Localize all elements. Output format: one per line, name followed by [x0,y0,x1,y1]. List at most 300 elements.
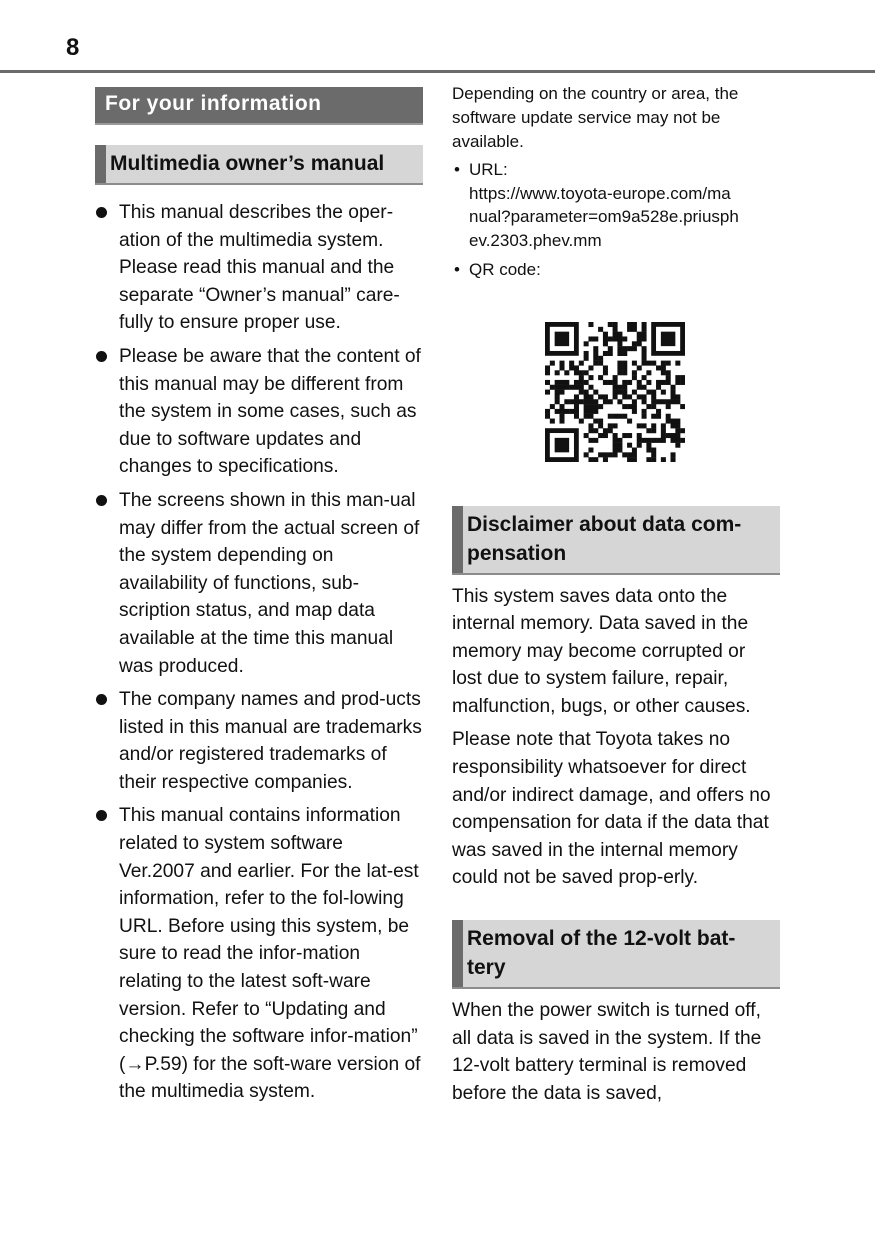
qr-module [651,404,656,409]
qr-module [642,375,647,380]
qr-module [675,379,680,384]
qr-module [632,326,637,331]
qr-module [579,389,584,394]
qr-module [579,418,584,423]
qr-module [564,384,569,389]
qr-module [569,384,574,389]
qr-finder-pattern [555,437,569,451]
qr-module [559,365,564,370]
qr-module [627,457,632,462]
qr-module [617,346,622,351]
bullet-text: This manual describes the oper-ation of the multimedia system. Please read this manual and the separate “Owner’s manual” care-fully to ensure proper use. [119,202,400,334]
link-list [452,158,780,282]
qr-module [632,452,637,457]
qr-module [550,360,555,365]
qr-module [666,375,671,380]
qr-module [584,379,589,384]
qr-module [574,408,579,413]
qr-module [651,447,656,452]
qr-module [598,404,603,409]
section-title: For your information [95,87,423,125]
qr-module [632,399,637,404]
qr-module [632,404,637,409]
qr-module [550,384,555,389]
qr-module [642,355,647,360]
qr-module [588,394,593,399]
url-label: URL: [469,160,508,179]
qr-module [661,423,666,428]
qr-module [608,322,613,327]
qr-module [598,433,603,438]
qr-module [574,394,579,399]
qr-module [661,370,666,375]
qr-module [564,370,569,375]
qr-module [680,379,685,384]
qr-module [666,370,671,375]
qr-module [642,336,647,341]
qr-module [637,341,642,346]
qr-module [622,384,627,389]
qr-module [666,413,671,418]
qr-module [642,360,647,365]
list-item [95,686,423,796]
small-bullet-icon: • [454,160,460,179]
qr-module [588,365,593,370]
qr-code-image[interactable] [545,322,685,462]
qr-module [588,457,593,462]
qr-module [646,404,651,409]
qr-module [661,365,666,370]
qr-module [593,457,598,462]
qr-module [637,331,642,336]
qr-module [675,433,680,438]
heading-accent-bar [452,920,463,987]
qr-module [622,350,627,355]
qr-module [637,336,642,341]
qr-module [632,375,637,380]
qr-module [593,404,598,409]
qr-module [603,365,608,370]
qr-module [642,408,647,413]
qr-module [608,452,613,457]
bullet-text: Please be aware that the content of this manual may be different from the system in some cases, such as due to software updates and changes to specifications. [119,345,421,478]
qr-module [622,365,627,370]
qr-module [617,384,622,389]
qr-module [651,413,656,418]
qr-module [680,437,685,442]
qr-module [671,437,676,442]
qr-module [651,452,656,457]
qr-code-icon [545,322,685,462]
qr-module [651,428,656,433]
qr-module [627,322,632,327]
qr-module [545,379,550,384]
qr-module [559,384,564,389]
qr-module [622,370,627,375]
qr-module [569,360,574,365]
qr-module [613,384,618,389]
qr-module [574,370,579,375]
qr-module [584,433,589,438]
qr-module [617,413,622,418]
qr-module [588,336,593,341]
qr-module [579,384,584,389]
qr-module [617,437,622,442]
qr-module [671,384,676,389]
qr-module [622,413,627,418]
qr-module [603,336,608,341]
qr-module [613,389,618,394]
qr-module [559,404,564,409]
qr-module [555,389,560,394]
qr-module [666,433,671,438]
qr-module [559,360,564,365]
qr-module [603,452,608,457]
subsection-heading [95,145,423,185]
bullet-icon [96,207,107,218]
bullet-icon [96,495,107,506]
qr-module [613,331,618,336]
qr-module [555,408,560,413]
qr-module [584,389,589,394]
qr-module [603,399,608,404]
qr-module [598,423,603,428]
qr-module [627,394,632,399]
qr-module [651,457,656,462]
qr-module [671,394,676,399]
qr-module [622,360,627,365]
qr-module [617,442,622,447]
qr-module [593,399,598,404]
qr-module [637,433,642,438]
qr-module [550,404,555,409]
qr-module [637,379,642,384]
bullet-text: The company names and prod-ucts listed in this manual are trademarks and/or registered trademarks of their respective companies. [119,689,422,793]
qr-module [588,375,593,380]
qr-module [666,399,671,404]
qr-module [569,399,574,404]
qr-module [661,399,666,404]
qr-module [646,360,651,365]
qr-module [617,447,622,452]
qr-finder-pattern [555,331,569,345]
qr-module [593,389,598,394]
qr-module [584,404,589,409]
qr-module [559,408,564,413]
qr-module [651,399,656,404]
qr-module [642,423,647,428]
qr-module [574,365,579,370]
info-bullet-list [95,199,423,1106]
qr-module [617,360,622,365]
qr-module [617,331,622,336]
qr-module [671,433,676,438]
qr-module [637,394,642,399]
qr-module [603,379,608,384]
disclaimer-title: Disclaimer about data com-pensation [467,512,742,565]
qr-module [593,336,598,341]
qr-module [598,375,603,380]
qr-module [651,437,656,442]
qr-module [593,346,598,351]
qr-module [588,447,593,452]
qr-module [632,389,637,394]
qr-module [646,447,651,452]
qr-module [632,360,637,365]
disclaimer-paragraph: Please note that Toyota takes no responsibility whatsoever for direct and/or indirect damage, and offers no compensation for data if the data that was saved in the internal memory could not be saved prop-erly. [452,729,771,889]
qr-module [632,370,637,375]
manual-url-link[interactable]: https://www.toyota-europe.com/manual?parameter=om9a528e.priusphev.2303.phev.mm [469,183,739,250]
bullet-icon [96,810,107,821]
qr-module [608,423,613,428]
list-item [95,199,423,337]
left-column [95,87,423,1112]
qr-module [608,350,613,355]
qr-module [656,437,661,442]
qr-module [671,423,676,428]
qr-module [579,370,584,375]
qr-module [637,442,642,447]
qr-module [671,399,676,404]
qr-module [603,428,608,433]
qr-module [627,452,632,457]
qr-module [555,384,560,389]
qr-module [661,379,666,384]
heading-accent-bar [452,506,463,573]
bullet-icon [96,694,107,705]
qr-module [642,437,647,442]
qr-module [666,404,671,409]
qr-module [680,404,685,409]
qr-module [593,360,598,365]
qr-module [588,408,593,413]
battery-paragraph: When the power switch is turned off, all data is saved in the system. If the 12-volt battery terminal is removed before the data is saved, [452,1000,762,1104]
qr-module [613,322,618,327]
qr-module [613,379,618,384]
qr-module [642,384,647,389]
qr-module [680,375,685,380]
qr-module [675,423,680,428]
qr-module [588,322,593,327]
disclaimer-paragraph: This system saves data onto the internal memory. Data saved in the memory may become corrupted or lost due to system failure, repair, malfunction, bugs, or other causes. [452,585,751,717]
qr-module [584,370,589,375]
qr-module [564,399,569,404]
qr-module [559,389,564,394]
qr-module [559,418,564,423]
qr-module [613,394,618,399]
qr-module [642,326,647,331]
qr-module [656,413,661,418]
qr-module [598,452,603,457]
qr-module [545,408,550,413]
qr-module [569,365,574,370]
qr-module [603,370,608,375]
qr-module [627,379,632,384]
qr-module [559,379,564,384]
qr-module [622,389,627,394]
qr-module [584,394,589,399]
subsection-heading [452,920,780,989]
qr-module [608,379,613,384]
qr-module [666,360,671,365]
page-number: 8 [66,34,80,61]
qr-module [588,423,593,428]
qr-module [622,452,627,457]
qr-module [617,336,622,341]
qr-module [675,418,680,423]
qr-module [661,389,666,394]
qr-module [550,418,555,423]
qr-module [579,375,584,380]
qr-module [584,408,589,413]
qr-module [656,379,661,384]
qr-module [598,394,603,399]
qr-module [656,365,661,370]
qr-module [622,394,627,399]
subsection-heading [452,506,780,575]
qr-module [603,457,608,462]
qr-module [617,365,622,370]
qr-module [593,437,598,442]
qr-module [564,379,569,384]
qr-module [545,365,550,370]
qr-module [646,457,651,462]
qr-module [555,370,560,375]
qr-module [584,413,589,418]
qr-module [603,341,608,346]
qr-module [603,350,608,355]
list-item [95,487,423,680]
qr-module [642,331,647,336]
qr-module [646,437,651,442]
qr-module [588,404,593,409]
qr-module [651,389,656,394]
qr-module [675,375,680,380]
qr-module [574,413,579,418]
qr-module [646,442,651,447]
bullet-text: The screens shown in this man-ual may differ from the actual screen of the system depending on availability of functions, sub-scription status, and map data available at the time this manual was produced. [119,489,420,677]
qr-module [617,399,622,404]
qr-module [593,428,598,433]
list-item [452,158,780,252]
qr-module [574,404,579,409]
qr-module [666,418,671,423]
qr-module [675,428,680,433]
qr-module [622,433,627,438]
qr-module [593,408,598,413]
qr-module [651,423,656,428]
qr-module [617,341,622,346]
qr-module [598,418,603,423]
qr-module [564,408,569,413]
qr-module [608,346,613,351]
qr-module [608,413,613,418]
qr-module [642,322,647,327]
qr-module [579,399,584,404]
qr-module [593,350,598,355]
bullet-text: This manual contains information related to system software Ver.2007 and earlier. For the lat-est information, refer to the fol-lowing URL. Before using this system, be sure to read the infor-mation relating to the latest soft-ware version. Refer to “Updating and checking the software infor-mation” (→P.59) for the soft-ware version of the multimedia system. [119,805,421,1103]
qr-module [646,379,651,384]
qr-module [588,384,593,389]
qr-module [675,442,680,447]
qr-module [642,346,647,351]
qr-module [555,394,560,399]
qr-module [642,399,647,404]
qr-module [622,346,627,351]
qr-module [627,326,632,331]
qr-module [613,433,618,438]
header-rule [0,70,875,73]
qr-module [603,433,608,438]
qr-module [617,350,622,355]
right-column [452,82,780,1107]
qr-module [613,336,618,341]
qr-module [555,379,560,384]
qr-module [637,365,642,370]
qr-module [675,437,680,442]
qr-module [574,399,579,404]
battery-title: Removal of the 12-volt bat-tery [467,927,736,980]
qr-module [661,360,666,365]
update-service-note: Depending on the country or area, the software update service may not be available. [452,84,739,151]
qr-module [617,389,622,394]
qr-module [598,355,603,360]
qr-module [598,360,603,365]
qr-module [646,428,651,433]
qr-module [671,457,676,462]
qr-module [588,428,593,433]
qr-module [613,437,618,442]
qr-module [632,346,637,351]
qr-module [675,394,680,399]
qr-module [603,394,608,399]
qr-module [545,413,550,418]
qr-module [569,408,574,413]
qr-module [642,394,647,399]
qr-module [666,379,671,384]
qr-module [588,437,593,442]
qr-module [632,447,637,452]
qr-module [627,346,632,351]
qr-module [627,433,632,438]
qr-module [613,375,618,380]
qr-module [613,447,618,452]
qr-module [545,370,550,375]
qr-module [613,326,618,331]
qr-module [675,399,680,404]
qr-module [627,404,632,409]
qr-module [579,379,584,384]
qr-module [579,360,584,365]
qr-module [646,370,651,375]
qr-module [603,331,608,336]
qr-module [613,423,618,428]
qr-module [613,442,618,447]
qr-module [584,452,589,457]
qr-module [632,341,637,346]
qr-module [598,326,603,331]
qr-module [680,428,685,433]
qr-module [656,384,661,389]
heading-accent-bar [95,145,106,183]
qr-module [613,413,618,418]
qr-module [593,355,598,360]
qr-module [646,389,651,394]
qr-module [588,399,593,404]
qr-module [661,457,666,462]
qr-module [584,341,589,346]
subsection-title: Multimedia owner’s manual [110,152,385,175]
